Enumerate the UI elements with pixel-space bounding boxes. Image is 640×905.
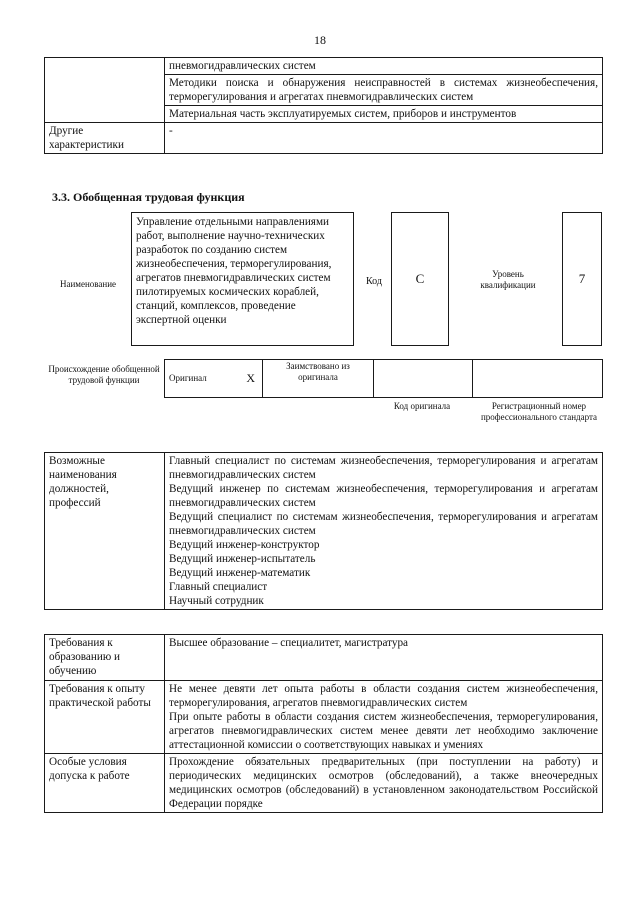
- positions-label: Возможные наименования должностей, профессий: [45, 453, 165, 610]
- table-cell-right: Прохождение обязательных предварительных (при поступлении на работу) и периодических медицинских осмотров (обследований), а также внеочередных медицинских осмотров (обследований) в установленном законодательством Российской Федерации порядке: [165, 754, 603, 813]
- paragraph: Не менее девяти лет опыта работы в области создания систем жизнеобеспечения, терморегулирования, агрегатов пневмогидравлических систем: [169, 683, 598, 709]
- requirements-table: [44, 634, 603, 813]
- original-mark: X: [240, 360, 263, 398]
- table-cell-left: Другие характеристики: [45, 123, 165, 154]
- list-item: Научный сотрудник: [169, 595, 264, 607]
- original-label: Оригинал: [165, 360, 240, 398]
- knowledge-table: [44, 57, 603, 154]
- level-value: 7: [578, 271, 586, 286]
- table-cell-right: -: [165, 123, 603, 154]
- table-cell-right: [165, 681, 603, 754]
- table-cell-left: Требования к образованию и обучению: [45, 635, 165, 681]
- list-item: Главный специалист по системам жизнеобеспечения, терморегулирования и агрегатам пневмогидравлических систем: [169, 455, 598, 481]
- table-row: [45, 635, 603, 681]
- table-cell-left: Особые условия допуска к работе: [45, 754, 165, 813]
- list-item: Главный специалист: [169, 581, 268, 593]
- code-value: C: [415, 271, 425, 286]
- borrowed-label: Заимствовано из оригинала: [263, 360, 374, 398]
- table-cell-left: [45, 58, 165, 123]
- registration-number-cell: [473, 360, 603, 398]
- list-item: Ведущий специалист по системам жизнеобеспечения, терморегулирования и агрегатам пневмогидравлических систем: [169, 511, 598, 537]
- table-cell-right: Материальная часть эксплуатируемых систем, приборов и инструментов: [165, 106, 603, 123]
- list-item: Ведущий инженер-математик: [169, 567, 311, 579]
- origin-label: Происхождение обобщенной трудовой функции: [48, 364, 160, 385]
- original-code-cell: [374, 360, 473, 398]
- section-heading: 3.3. Обобщенная трудовая функция: [52, 190, 245, 204]
- name-label: Наименование: [59, 279, 117, 289]
- code-label: Код: [366, 276, 382, 287]
- positions-table: [44, 452, 603, 610]
- paragraph: При опыте работы в области создания систем жизнеобеспечения, терморегулирования, агрегатов пневмогидравлических систем менее девяти лет необходимо заключение аттестационной комиссии о соответствующих навыках и умениях: [169, 711, 598, 751]
- code-caption: Код оригинала: [393, 401, 451, 411]
- positions-list: [165, 453, 603, 610]
- code-box: [391, 212, 449, 346]
- table-row: [45, 754, 603, 813]
- level-label: Уровень квалификации: [480, 269, 536, 290]
- function-name-box: [131, 212, 354, 346]
- level-box: [562, 212, 602, 346]
- table-row: [45, 58, 603, 75]
- list-item: Ведущий инженер по системам жизнеобеспечения, терморегулирования и агрегатам пневмогидравлических систем: [169, 483, 598, 509]
- reg-caption: Регистрационный номер профессионального стандарта: [480, 401, 598, 422]
- table-cell-right: Высшее образование – специалитет, магистратура: [165, 635, 603, 681]
- table-cell-right: Методики поиска и обнаружения неисправностей в системах жизнеобеспечения, терморегулирования и агрегатах пневмогидравлических систем: [165, 75, 603, 106]
- table-cell-left: Требования к опыту практической работы: [45, 681, 165, 754]
- origin-table: [164, 359, 603, 398]
- table-row: [45, 681, 603, 754]
- table-cell-right: пневмогидравлических систем: [165, 58, 603, 75]
- list-item: Ведущий инженер-испытатель: [169, 553, 316, 565]
- list-item: Ведущий инженер-конструктор: [169, 539, 320, 551]
- table-row: [165, 360, 603, 398]
- table-row: [45, 453, 603, 610]
- table-row: [45, 123, 603, 154]
- page-number: 18: [314, 33, 326, 47]
- function-name-value: Управление отдельными направлениями работ, выполнение научно-технических разработок по созданию систем жизнеобеспечения, терморегулирования, агрегатов пневмогидравлических систем пилотируемых космических кораблей, станций, комплексов, проведение экспертной оценки: [136, 216, 332, 326]
